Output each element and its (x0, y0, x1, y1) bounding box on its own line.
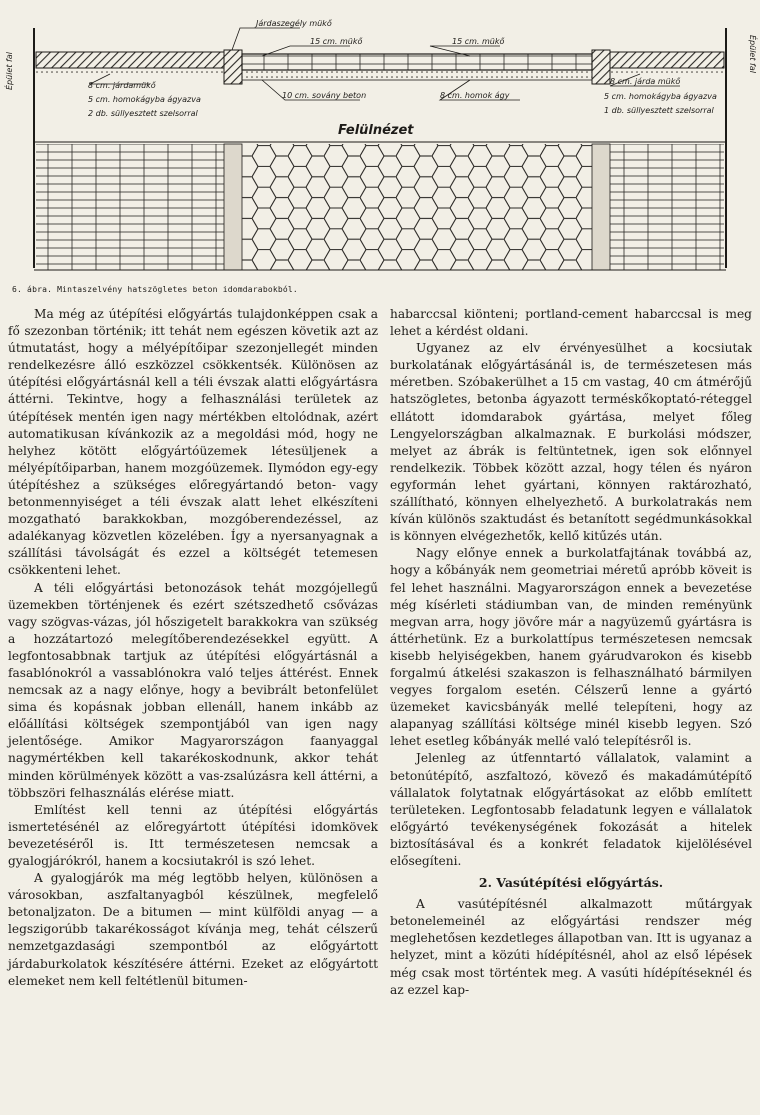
walls-left-label: 2 db. süllyesztett szelsorral (88, 109, 198, 118)
left-column (8, 306, 378, 990)
paragraph-continuation: habarccsal kiönteni; portland-cement habarccsal is meg lehet a kérdést oldani. (390, 307, 752, 339)
left-wall-label: Épület fal (5, 52, 14, 90)
road-cross-section-figure (0, 0, 760, 300)
sand-left-label: 5 cm. homokágyba ágyazva (88, 95, 201, 104)
section-heading: 2. Vasútépítési előgyártás. (478, 875, 664, 891)
right-curb (592, 50, 610, 84)
slab-right-label: 15 cm. mükő (452, 37, 505, 46)
roadway-sand-bed (242, 70, 592, 80)
sidewalk-left-label: 8 cm. járdamükő (88, 81, 156, 90)
right-sidewalk-slab (610, 52, 724, 68)
right-sand-bed (610, 68, 724, 76)
left-sidewalk-plan (36, 144, 224, 270)
curb-label: Járdaszegély mükő (256, 19, 332, 28)
right-wall-label: Épület fal (748, 35, 757, 73)
paragraph: A téli előgyártási betonozások tehát mozgójellegű üzemekben történjenek és ezért szétszedhető csővázas vagy szögvas-vázas, jól hőszigetelt barakkokra van szükség a hozzátartozó melegítőberendezésekkel együtt. A legfontosabbnak tartjuk az útépítési előgyártásnál a fasablónokról a vassablónokra való teljes áttérést. Ennek nemcsak az a nagy előnye, hogy a bevibrált betonfelület sima és kopásnak jobban ellenáll, hanem inkább az előállítási költségek szempontjából van igen nagy jelentősége. Amikor Magyarországon faanyaggal nagymértékben kell takarékoskodnunk, akkor tehát minden körülmények között a vas-zsalúzásra kell áttérni, a többszöri felhasználás elérése miatt. (8, 580, 378, 800)
sand-bed-label: 8 cm. homok ágy (440, 91, 510, 100)
left-curb-plan (224, 144, 242, 270)
paragraph: Említést kell tenni az útépítési előgyártás ismertetésénél az előregyártott útépítési idomkövek bevezetéséről is. Itt természetesen nemcsak a gyalogjárókról, hanem a kocsiutakról is szó lehet. (8, 802, 378, 868)
paragraph: Jelenleg az útfenntartó vállalatok, valamint a betonútépítő, aszfaltozó, kövező és makadámútépítő vállalatok folytatnak előgyártásokat az előbb említett területeken. Legfontosabb feladatunk legyen e vállalatok előgyártó tevékenységének fokozását a hitelek biztosításával és a konkrét feladatok kijelölésével elősegíteni. (390, 751, 752, 868)
left-sand-bed (36, 68, 224, 76)
slab-left-label: 15 cm. mükő (310, 37, 363, 46)
figure-caption: 6. ábra. Mintaszelvény hatszögletes beton idomdarabokból. (12, 285, 298, 294)
left-curb (224, 50, 242, 84)
concrete-row-label: 10 cm. sovány beton (282, 91, 367, 100)
sidewalk-right-label: 8 cm. járda mükő (610, 77, 681, 86)
paragraph: Ma még az útépítési előgyártás tulajdonképpen csak a fő szezonban történik; itt tehát nem egészen követik azt az útmutatást, hogy a mélyépítőipar szezonjellegét minden rendelkezésre álló eszközzel csökkentsék. Különösen az útépítési előgyártásnál kell a téli évszak alatti előgyártásra áttérni. Tekintve, hogy a felhasználási területek az útépítések mentén igen nagy mértékben eltolódnak, azért automatikusan kívánkozik az a megoldási mód, hogy ne helyhez kötött előgyártóüzemek létesüljenek a mélyépítőiparban, hanem mozgóüzemek. Ilymódon egy-egy útépítéshez a szükséges előregyártandó beton- vagy betonmennyiséget a téli évszak alatt lehet elkészíteni mozgatható barakkokban, mozgóberendezéssel, az adalékanyag közvetlen közelében. Így a nyersanyagnak a szállítási távolságát és ezzel a költségét tetemesen csökkenteni lehet. (8, 307, 378, 578)
right-sidewalk-plan (610, 144, 724, 270)
sand-right-label: 5 cm. homokágyba ágyazva (604, 92, 717, 101)
plan-view-label: Felülnézet (338, 123, 414, 138)
right-column (390, 306, 752, 999)
paragraph: Ugyanez az elv érvényesülhet a kocsiutak burkolatának előgyártásánál is, de természetesen más méretben. Szóbakerülhet a 15 cm vastag, 40 cm átmérőjű hatszögletes, betonba ágyazott terméskőkoptató-réteggel ellátott idomdarabok gyártása, melyet főleg Lengyelországban alkalmaznak. E burkolási módszer, melyet az ábrák is feltüntetnek, igen sok előnnyel rendelkezik. Többek között azzal, hogy télen és nyáron egyformán lehet gyártani, könnyen raktározható, szállítható, könnyen elhelyezhető. A burkolatrakás nem kíván különös szaktudást és betanított segédmunkásokkal is könnyen elvégezhetők, kellő kitűzés után. (390, 341, 752, 544)
roadway-slab (242, 54, 592, 70)
paragraph: A gyalogjárók ma még legtöbb helyen, különösen a városokban, aszfaltanyagból készülnek, megfelelő betonaljzaton. De a bitumen — mint külföldi anyag — a legszigorúbb takarékosságot kívánja meg, tehát célszerű nemzetgazdasági szempontból az előgyártott járdaburkolatok készítésére áttérni. Ezeket az előgyártott elemeket nem kell feltétlenül bitumen- (8, 871, 378, 988)
left-sidewalk-slab (36, 52, 224, 68)
walls-right-label: 1 db. süllyesztett szelsorral (604, 106, 714, 115)
right-curb-plan (592, 144, 610, 270)
hexagon-pavement-plan (242, 144, 592, 270)
paragraph: A vasútépítésnél alkalmazott műtárgyak betonelemeinél az előgyártási rendszer még meglehetősen kezdetleges állapotban van. Itt is ugyanaz a helyzet, mint a közúti hídépítésnél, ahol az első lépések még csak most történtek meg. A vasúti hídépítéseknél és az ezzel kap- (390, 897, 752, 997)
paragraph: Nagy előnye ennek a burkolatfajtának továbbá az, hogy a kőbányák nem geometriai méretű apróbb köveit is fel lehet használni. Magyarországon ennek a bevezetése még kísérleti stádiumban van, de minden reményünk megvan arra, hogy jövőre már a nagyüzemű gyártásra is áttérhetünk. Ez a burkolattípus természetesen nemcsak kisebb helyiségekben, hanem gyárudvarokon és kisebb forgalmú átkelési szakaszon is felhasználható bármilyen vegyes forgalom esetén. Célszerű lenne a gyártó üzemeket kavicsbányák mellé telepíteni, hogy az alapanyag szállítási költsége minél kisebb legyen. Szó lehet esetleg kőbányák mellé való telepítésről is. (390, 546, 752, 749)
